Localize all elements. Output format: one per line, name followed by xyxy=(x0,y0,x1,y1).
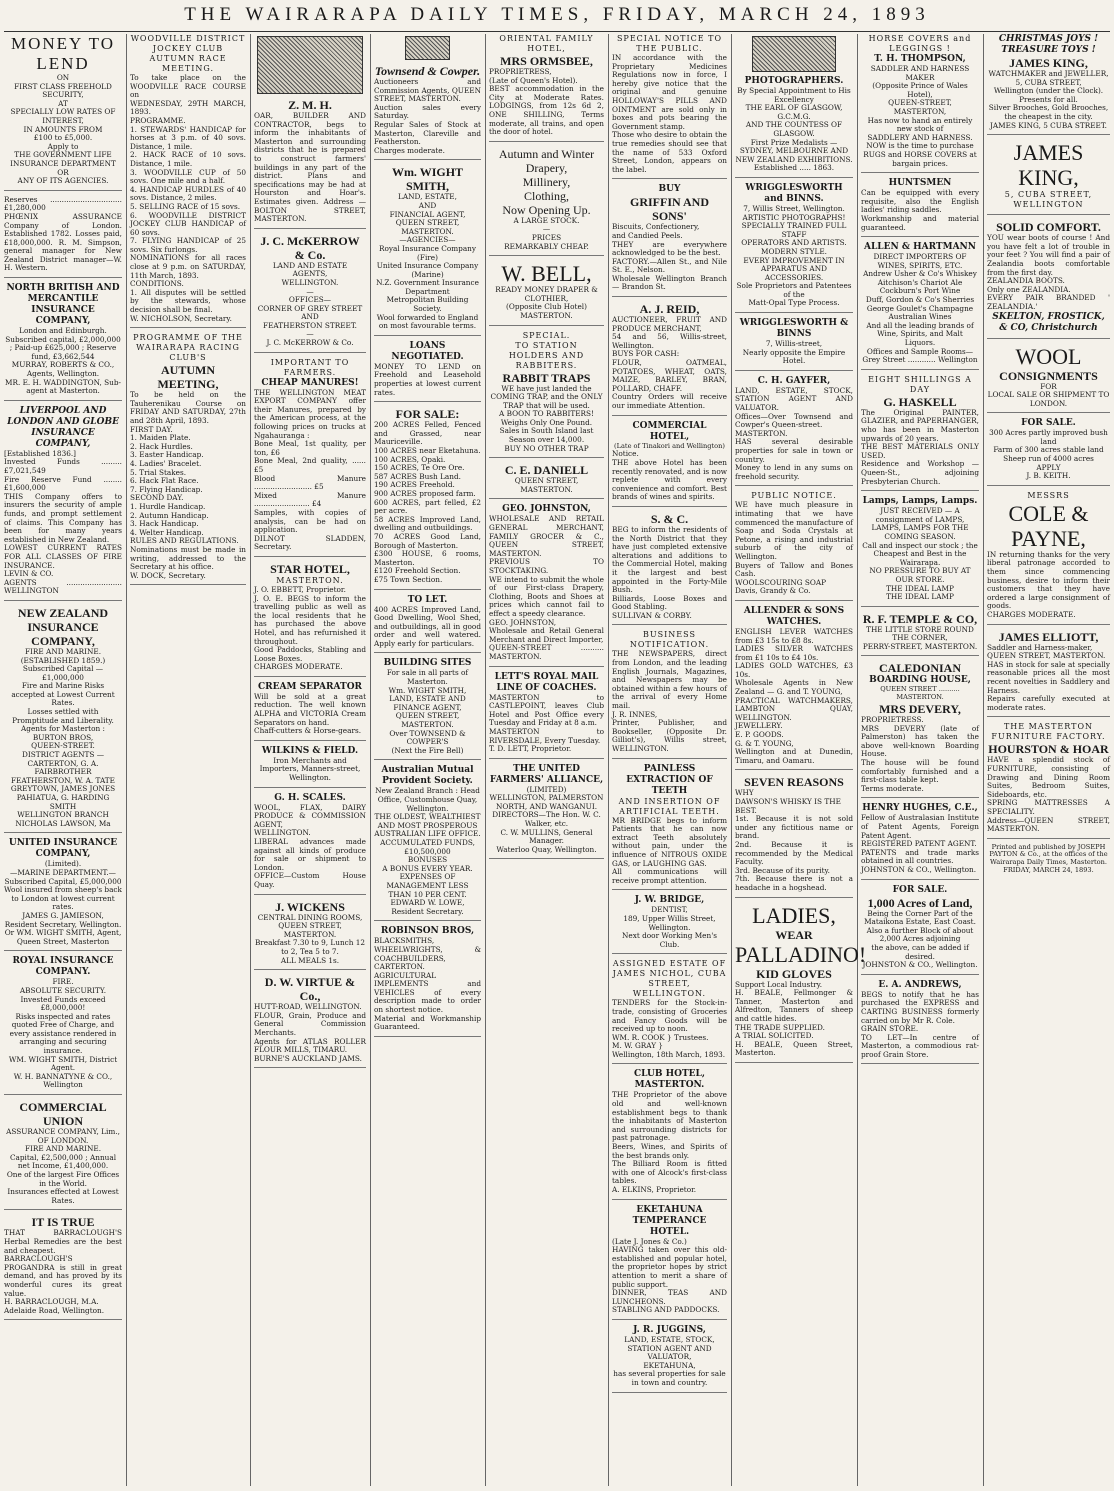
temperance-hotel-ad xyxy=(612,1205,727,1320)
daniell-title: C. E. DANIELL xyxy=(504,463,589,478)
temp-title: EKETAHUNA TEMPERANCE HOTEL. xyxy=(632,1204,707,1237)
jc-subtitle: AUTUMN RACE MEETING. xyxy=(149,54,227,73)
column-rule xyxy=(608,34,609,1486)
land-for-sale-ad xyxy=(861,885,979,975)
rabbit-body: WE have just landed the COMING TRAP, and the ONLY TRAP that will be used. A BOON TO RABBITERS! Weighs Only One Pound. Sales in South Island last Season over 14,000. BUY NO OTHER TRAP xyxy=(490,383,603,453)
liverpool-body: [Established 1836.] Invested Funds ......... £7,021,549 Fire Reserve Fund ........ £1,600,000 THIS Company offers to insurers the security of ample funds, and prompt settlement of claims. This Company has been for many years established in New Zealand. LOWEST CURRENT RATES FOR ALL CLASSES OF FIRE INSURANCE. LEVIN & CO. AGENTS ........................ WELLINGTON xyxy=(4,448,122,596)
column-3 xyxy=(254,34,366,1486)
thompson-title: T. H. THOMPSON, xyxy=(874,54,966,64)
imprint-text: Printed and published by JOSEPH PAYTON & Co., at the offices of the Wairarapa Daily Times, Masterton. FRIDAY, MARCH 24, 1893. xyxy=(989,842,1108,875)
andrews-ad xyxy=(861,980,979,1065)
covers-title: HORSE COVERS and LEGGINGS ! xyxy=(868,34,972,53)
liverpool-ad xyxy=(4,406,122,601)
allen-hartmann-ad xyxy=(861,242,979,370)
it-is-true-ad xyxy=(4,1215,122,1320)
nb-body: London and Edinburgh. Subscribed capital, £2,000,000 ; Paid-up £625,000 ; Reserve fund, £3,662,544 MURRAY, ROBERTS & CO., Agents, Wellington. MR. E. H. WADDINGTON, Sub-agent at Masterton. xyxy=(4,326,122,396)
rabbit-title: RABBIT TRAPS xyxy=(502,370,591,385)
scales-ad xyxy=(254,793,366,895)
ladies-palladino: PALLADINO! xyxy=(735,941,867,967)
column-rule xyxy=(485,34,486,1486)
robinson-title: ROBINSON BROS, xyxy=(380,926,475,937)
wickens-ad xyxy=(254,900,366,971)
mckerrow-title: J. C. McKERROW & Co. xyxy=(260,233,360,262)
liverpool-title: LIVERPOOL AND LONDON AND GLOBE INSURANCE COMPANY, xyxy=(7,405,119,449)
sale-body: Being the Corner Part of the Mataikona Estate, East Coast. Also a further Block of about 2,000 Acres adjoining the above, can be added if desired. JOHNSTON & CO., Wellington. xyxy=(862,908,978,970)
business-notification-ad xyxy=(612,630,727,758)
james-king-ad xyxy=(987,34,1110,135)
autumn-body: A LARGE STOCK. — PRICES REMARKABLY CHEAP. xyxy=(504,215,589,251)
bell-title: W. BELL, xyxy=(501,261,592,287)
sale-heading: 1,000 Acres of Land, xyxy=(867,895,973,910)
photographers-ad xyxy=(735,36,853,178)
manures-heading: CHEAP MANURES! xyxy=(261,377,359,388)
virtue-title: D. W. VIRTUE & Co., xyxy=(264,975,356,1004)
cole-payne-ad xyxy=(987,491,1110,625)
autumn-lines: Drapery, Millinery, Clothing, Now Opening Up. xyxy=(502,160,591,217)
farmers-title: THE UNITED FARMERS' ALLIANCE, xyxy=(489,763,604,785)
money-to-lend-ad xyxy=(4,34,122,191)
special-label: SPECIAL. xyxy=(522,330,571,340)
wrigglesworth-address-ad xyxy=(735,318,853,371)
juggins-body: LAND, ESTATE, STOCK, STATION AGENT AND VALUATOR, EKETAHUNA, has several properties for sale in town and country. xyxy=(613,1334,726,1387)
virtue-body: HUTT-ROAD, WELLINGTON. FLOUR, Grain, Produce and General Commission Merchants. Agents for ATLAS ROLLER FLOUR MILLS, TIMARU. BURNE'S AUCKLAND JAMS. xyxy=(254,1002,366,1063)
oriental-hotel-ad xyxy=(489,34,604,142)
bell-draper-ad xyxy=(489,261,604,325)
hunt-body: Can be equipped with every requisite, also the English ladies' riding saddles. Workmanship and material guaranteed. xyxy=(861,188,979,232)
hh-body: HAVE a splendid stock of FURNITURE, consisting of Drawing and Dining Room Suites, Bedroom Suites, Sideboards, etc. SPRING MATTRESSES A SPECIALITY. Address—QUEEN STREET, MASTERTON. xyxy=(987,755,1110,834)
andrews-title: E. A. ANDREWS, xyxy=(878,979,962,990)
forsale-items: 200 ACRES Felled, Fenced and Grassed, near Mauriceville. 100 ACRES near Eketahuna. 100 ACRES, Opaki. 150 ACRES, Te Ore Ore. 587 ACRES Bush Land. 190 ACRES Freehold. 900 ACRES proposed farm. 600 ACRES, part felled, £2 per acre. 58 ACRES Improved Land, dwelling and outbuildings. 70 ACRES Good Land, Borough of Masterton. £300 HOUSE, 6 rooms, Masterton. £120 Freehold Section. £75 Town Section. xyxy=(374,420,481,584)
mckerrow-ad xyxy=(254,234,366,353)
bridge-title: J. W. BRIDGE, xyxy=(634,895,705,906)
column-6 xyxy=(612,34,727,1486)
true-title: IT IS TRUE xyxy=(31,1215,95,1230)
business-body: THE NEWSPAPERS, direct from London, and the leading English Journals, Magazines, and Newspapers may be obtained within a few hours of the arrival of every Home mail. J. R. INNES, Printer, Publisher, and Bookseller, (Opposite Dr. Gilliot's), Willis street, WELLINGTON. xyxy=(612,649,727,754)
north-british-ad xyxy=(4,283,122,401)
forsale-title: FOR SALE: xyxy=(395,407,460,422)
manures-title: IMPORTANT TO FARMERS. xyxy=(270,357,350,377)
public-notice-ad xyxy=(735,491,853,601)
johnston-body: WHOLESALE AND RETAIL GENERAL MERCHANT, FAMILY GROCER & C., QUEEN STREET, MASTERTON. PREVIOUS TO STOCKTAKING. WE intend to submit the whole of our First-class Drapery, Clothing, Boots and Shoes at prices which cannot fail to effect a speedy clearance. GEO. JOHNSTON, Wholesale and Retail General Merchant and Direct Importer, QUEEN-STREET .......... MASTERTON. xyxy=(489,514,604,661)
xmas-title: CHRISTMAS JOYS ! TREASURE TOYS ! xyxy=(998,34,1099,55)
masthead-rule xyxy=(4,31,1110,32)
zmh-title: Z. M. H. xyxy=(288,98,332,112)
lamps-title: Lamps, Lamps, Lamps. xyxy=(862,496,978,507)
farmers-body: (LIMITED) WELLINGTON, PALMERSTON NORTH, AND WANGANUI. DIRECTORS—The Hon. W. C. Walker, etc. C. W. MULLINS, General Manager. Waterloo Quay, Wellington. xyxy=(489,784,604,854)
comfort-body: YOU wear boots of course ! And you have felt a lot of trouble in your feet ? You will find a pair of Zealandia boots comfortable from the first day. ZEALANDIA BOOTS. Only one ZEALANDIA. EVERY PAIR BRANDED ' ZEALANDIA.' xyxy=(987,233,1110,311)
for-sale-ad xyxy=(374,407,481,589)
cal-subtitle: BOARDING HOUSE, xyxy=(869,675,971,686)
andrews-body: BEGS to notify that he has purchased the EXPRESS and CARTING BUSINESS formerly carried on by Mr R. Cole. GRAIN STORE. TO LET—In centre of Masterton, a commodious rat-proof Grain Store. xyxy=(861,989,979,1059)
notice-title: SPECIAL NOTICE TO THE PUBLIC. xyxy=(616,34,723,53)
gayfer-body: LAND, ESTATE, STOCK, STATION AGENT AND VALUATOR. Offices—Over Townsend and Cowper's Queen-street. MASTERTON. HAS several desirable properties for sale in town or country. Money to lend in any sums on freehold security. xyxy=(735,385,853,481)
reserves-line: Reserves ............................... £1,280,000 xyxy=(4,194,122,213)
column-2 xyxy=(130,34,246,1486)
wairarapa-racing-ad xyxy=(130,333,246,585)
sites-body: For sale in all parts of Masterton. Wm. WIGHT SMITH, LAND, ESTATE AND FINANCE AGENT, QUEEN STREET, MASTERTON. Over TOWNSEND & COWPER'S (Next the Fire Bell) xyxy=(386,668,469,755)
temple-body: THE LITTLE STORE ROUND THE CORNER, PERRY-STREET, MASTERTON. xyxy=(862,624,978,651)
painless-extraction-ad xyxy=(612,764,727,891)
wickens-title: J. WICKENS xyxy=(275,899,345,914)
king-title: JAMES KING, xyxy=(1009,56,1088,70)
gayfer-title: C. H. GAYFER, xyxy=(757,375,831,386)
temple-title: R. F. TEMPLE & CO, xyxy=(862,611,978,626)
phoenix-ad xyxy=(4,196,122,278)
hotel-subtitle: (Late of Tinakori and Wellington) xyxy=(614,441,725,450)
masthead-title: THE WAIRARAPA DAILY TIMES, FRIDAY, MARCH 24, 1893 xyxy=(184,4,930,25)
column-rule xyxy=(983,34,984,1486)
cu-body: ASSURANCE COMPANY, Lim., OF LONDON. FIRE AND MARINE. Capital, £2,500,000 ; Annual net Income, £1,400,000. One of the largest Fire Offices in the World. Insurances effected at Lowest Rates. xyxy=(6,1127,120,1205)
notice-body: IN accordance with the Proprietary Medicines Regulations now in force, I hereby give notice that the original and genuine HOLLOWAY'S PILLS AND OINTMENT are sold only in boxes and pots bearing the Government stamp. Those who desire to obtain the true remedies should see that the name of 533 Oxford Street, London, appears on the label. xyxy=(612,53,727,174)
johnston-title: GEO. JOHNSTON, xyxy=(502,504,591,515)
rabbit-traps-ad xyxy=(489,331,604,459)
virtue-ad xyxy=(254,975,366,1068)
autumn-drapery-ad xyxy=(489,147,604,256)
cole-title-2: PAYNE, xyxy=(1011,525,1086,551)
true-body: THAT BARRACLOUGH'S Herbal Remedies are the best and cheapest. BARRACLOUGH'S PROGANDRA is still in great demand, and has proved by its wonderful cures its great value. H. BARRACLOUGH, M.A. Adelaide Road, Wellington. xyxy=(4,1228,122,1315)
thompson-body: SADDLER AND HARNESS MAKER (Opposite Prince of Wales Hotel), QUEEN-STREET, MASTERTON, Has now to hand an entirely new stock of SADDLERY AND HARNESS. NOW is the time to purchase RUGS and HORSE COVERS at bargain prices. xyxy=(863,64,977,168)
nz-insurance-ad xyxy=(4,606,122,833)
wight-smith-ad xyxy=(374,165,481,336)
griffin-biscuits-ad xyxy=(612,184,727,297)
tolet-body: 400 ACRES Improved Land, Good Dwelling, Wool Shed, and outbuildings, all in good order and well watered. Apply early for particulars. xyxy=(374,604,481,648)
star-title: STAR HOTEL, xyxy=(270,561,350,576)
rabbit-intro: TO STATION HOLDERS AND RABBITERS. xyxy=(508,340,585,370)
column-7 xyxy=(735,34,867,1486)
photo-body: By Special Appointment to His Excellency THE EARL OF GLASGOW, G.C.M.G. AND THE COUNTESS OF GLASGOW. First Prize Medalists — SYDNEY, MELBOURNE AND NEW ZEALAND EXHIBITIONS. Established ..... 1863. xyxy=(735,86,853,173)
jc-title: WOODVILLE DISTRICT JOCKEY CLUB xyxy=(130,34,246,53)
hughes-body: Fellow of Australasian Institute of Patent Agents, Foreign Patent Agent. REGISTERED PATENT AGENT. PATENTS and trade marks obtained in all countries. JOHNSTON & CO., Wellington. xyxy=(861,813,979,874)
amp-society-ad xyxy=(374,765,481,921)
nz-body: FIRE AND MARINE. (ESTABLISHED 1859.) Subscribed Capital — £1,000,000 Fire and Marine Risks accepted at Lowest Current Rates. Losses settled with Promptitude and Liberality. Agents for Masterton : BURTON BROS, QUEEN-STREET. DISTRICT AGENTS — CARTERTON, G. A. FAIRBROTHER FEATHERSTON, W. A. TATE GREYTOWN, JAMES JONES PAHIATUA, G. HARDING SMITH WELLINGTON BRANCH NICHOLAS LAWSON, Ma xyxy=(10,646,116,828)
dawsons-whisky-ad xyxy=(735,775,853,897)
ww-title: WRIGGLESWORTH and BINNS. xyxy=(745,182,843,204)
club-title: CLUB HOTEL, MASTERTON. xyxy=(634,1069,705,1091)
royal-body: FIRE. ABSOLUTE SECURITY. Invested Funds exceed £8,000,000! Risks inspected and rates quoted Free of Charge, and every assistance rendered in arranging and securing insurance. WM. WIGHT SMITH, District Agent. W. H. BANNATYNE & CO., Wellington xyxy=(8,977,118,1090)
lett-coaches-ad xyxy=(489,672,604,759)
cream-separator-ad xyxy=(254,682,366,741)
zm-hoar-ad xyxy=(254,36,366,229)
cole-intro: MESSRS xyxy=(1027,490,1070,500)
hh-title: HOURSTON & HOAR xyxy=(988,742,1109,757)
money-body: ON FIRST CLASS FREEHOLD SECURITY, AT SPECIALLY LOW RATES OF INTEREST, IN AMOUNTS FROM £100 to £5,000. Apply to THE GOVERNMENT LIFE INSURANCE DEPARTMENT OR ANY OF ITS AGENCIES. xyxy=(10,73,116,186)
hotel-title: COMMERCIAL HOTEL, xyxy=(632,420,707,442)
ww2-body: 7, Willis-street, Nearly opposite the Empire Hotel. xyxy=(742,339,846,366)
ladies-wear: WEAR xyxy=(775,927,813,942)
bridge-dentist-ad xyxy=(612,895,727,954)
dental-body: MR BRIDGE begs to inform Patients that he can now extract Teeth absolutely without pain, under the influence of NITROUS OXIDE GAS, or LAUGHING GAS. All communications will receive prompt attention. xyxy=(612,815,727,885)
royal-crest-illustration xyxy=(752,36,837,72)
scales-title: G. H. SCALES. xyxy=(274,792,346,803)
column-9 xyxy=(987,34,1110,1486)
reid-body: AUCTIONEER, FRUIT AND PRODUCE MERCHANT, 54 and 56, Willis-street, Wellington. BUYS FOR CASH: FLOUR, OATMEAL, POTATOES, WHEAT, OATS, MAIZE, BARLEY, BRAN, POLLARD, CHAFF. Country Orders will receive our immediate Attention. xyxy=(612,315,727,410)
club-body: THE Proprietor of the above old and well-known establishment begs to thank the inhabitants of Masterton and surrounding districts for past patronage. Beers, Wines, and Spirits of the best brands only. The Billiard Room is fitted with one of Alcock's first-class tables. A. ELKINS, Proprietor. xyxy=(612,1090,727,1195)
wool-subtitle: CONSIGNMENTS xyxy=(999,368,1098,383)
lamps-body: JUST RECEIVED — A consignment of LAMPS, LAMPS, LAMPS FOR THE COMING SEASON. Call and inspect our stock ; the Cheapest and Best in the Wairarapa. NO PRESSURE TO BUY AT OUR STORE. THE IDEAL LAMP THE IDEAL LAMP xyxy=(862,506,978,602)
juggins-ad xyxy=(612,1325,727,1393)
hotel-body: Notice. THE above Hotel has been recently renovated, and is now replete with every convenience and comfort. Best brands of wines and spirits. xyxy=(612,449,727,502)
lett-body: MASTERTON to CASTLEPOINT, leaves Club Hotel and Post Office every Tuesday and Friday at 8 a.m. MASTERTON to RIVERSDALE, Every Tuesday. T. D. LETT, Proprietor. xyxy=(489,692,604,754)
wws-title: Wm. WIGHT SMITH, xyxy=(391,165,464,194)
johnston-ad xyxy=(489,504,604,666)
amp-body: New Zealand Branch : Head Office, Customhouse Quay, Wellington. THE OLDEST, WEALTHIEST AND MOST PROSPEROUS AUSTRALIAN LIFE OFFICE. ACCUMULATED FUNDS, £10,500,000 BONUSES A BONUS EVERY YEAR. EXPENSES OF MANAGEMENT LESS THAN 10 PER CENT. EDWARD W. LOWE, Resident Secretary. xyxy=(374,786,481,916)
biscuit-title: GRIFFIN AND SONS' xyxy=(629,195,709,224)
ladies-title: LADIES, xyxy=(752,902,836,928)
wool-title: WOOL xyxy=(1015,343,1082,369)
seven-title: SEVEN REASONS xyxy=(744,775,844,790)
wickens-body: CENTRAL DINING ROOMS, QUEEN STREET, MASTERTON. Breakfast 7.30 to 9, Lunch 12 to 2, Tea 5 to 7. ALL MEALS 1s. xyxy=(254,912,366,965)
loans-ad xyxy=(374,341,481,402)
sale-title: FOR SALE. xyxy=(892,884,948,895)
column-rule xyxy=(126,34,127,1486)
royal-insurance-ad xyxy=(4,956,122,1095)
hunt-title: HUNTSMEN xyxy=(888,178,952,189)
allen-title: ALLEN & HARTMANN xyxy=(863,242,977,253)
cowper-body: Auctioneers and Commission Agents, QUEEN STREET, MASTERTON. Auction sales every Saturday. Regular Sales of Stock at Masterton, Clareville and Featherston. Charges moderate. xyxy=(374,77,481,155)
dental-subtitle: AND INSERTION OF ARTIFICIAL TEETH. xyxy=(618,796,721,816)
land-title: FOR SALE. xyxy=(1021,418,1076,429)
haskell-intro: EIGHT SHILLINGS A DAY xyxy=(868,374,972,394)
cal-title: CALEDONIAN xyxy=(878,661,961,676)
daniell-body: QUEEN STREET, MASTERTON. xyxy=(514,476,579,494)
caution-body: WE have much pleasure in intimating that we have commenced the manufacture of Soap and Soda Crystals at Petone, a rising and industrial suburb of the city of Wellington. Buyers of Tallow and Bones Cash. WOOLSCOURING SOAP Davis, Grandy & Co. xyxy=(735,500,853,596)
ww2-title: WRIGGLESWORTH & BINNS xyxy=(739,318,849,340)
building-sites-ad xyxy=(374,658,481,760)
reid-title: A. J. REID, xyxy=(639,302,700,317)
loans-title: LOANS NEGOTIATED. xyxy=(391,340,464,362)
column-rule xyxy=(370,34,371,1486)
elliott-body: Saddler and Harness-maker, QUEEN STREET, MASTERTON. HAS in stock for sale at specially reasonable prices all the most recent novelties in Saddlery and Harness. Repairs carefully executed at moderate rates. xyxy=(987,642,1110,712)
scales-body: WOOL, FLAX, DAIRY PRODUCE & COMMISSION AGENT, WELLINGTON. LIBERAL advances made against all kinds of produce for sale or shipment to London. OFFICE—Custom House Quay. xyxy=(254,802,366,889)
young-body: ENGLISH LEVER WATCHES from £3 15s to £8 8s. LADIES SILVER WATCHES from £1 10s to £4 10s. LADIES GOLD WATCHES, £3 10s. Wholesale Agents in New Zealand — G. and T. YOUNG, PRACTICAL WATCHMAKERS, LAMBTON QUAY, WELLINGTON. JEWELLERY. E. P. GOODS. G. & T. YOUNG, Wellington and at Dunedin, Timaru, and Oamaru. xyxy=(735,626,853,765)
nz-title: NEW ZEALAND INSURANCE COMPANY, xyxy=(17,605,109,648)
money-title: MONEY TO LEND xyxy=(11,34,115,73)
comfort-title: SOLID COMFORT. xyxy=(996,220,1101,235)
sites-title: BUILDING SITES xyxy=(383,658,472,669)
gayfer-ad xyxy=(735,376,853,487)
ww-body: 7, Willis Street, Wellington. ARTISTIC PHOTOGRAPHS! SPECIALLY TRAINED FULL STAFF OPERATORS AND ARTISTS. MODERN STYLE. EVERY IMPROVEMENT IN APPARATUS AND ACCESSORIES. Sole Proprietors and Patentees of the Matt-Opal Type Process. xyxy=(736,203,852,308)
nb-title: NORTH BRITISH AND MERCANTILE INSURANCE COMPANY, xyxy=(6,283,120,327)
ormsbee-name: MRS ORMSBEE, xyxy=(500,54,593,68)
wws-body: LAND, ESTATE, AND FINANCIAL AGENT, QUEEN STREET, MASTERTON. —AGENCIES— Royal Insurance Company (Fire) United Insurance Company (Marine) N.Z. Government Insurance Department Metropolitan Building Society. Wool forwarded to England on most favourable terms. xyxy=(376,192,479,331)
lamps-ad xyxy=(861,496,979,607)
lett-title: LETT'S ROYAL MAIL LINE OF COACHES. xyxy=(494,671,599,693)
business-title: BUSINESS NOTIFICATION. xyxy=(629,630,710,650)
special-notice-ad xyxy=(612,34,727,179)
manures-body: THE WELLINGTON MEAT EXPORT COMPANY offer their Manures, prepared by the American process, at the following prices on trucks at Ngahauranga : Bone Meal, 1st quality, per ton, £6 Bone Meal, 2nd quality, ...... £5 Blood Manure ......................... £5 Mixed Manure ........................ £4 Samples, with copies of analysis, can be had on application. DILNOT SLADDEN, Secretary. xyxy=(254,387,366,552)
woodville-jockey-club-ad xyxy=(130,34,246,328)
hourston-hoar-ad xyxy=(987,722,1110,838)
cal-place: QUEEN STREET .......... MASTERTON. xyxy=(880,685,960,702)
townsend-cowper-ad xyxy=(374,36,481,160)
wrc-heading: AUTUMN MEETING, xyxy=(157,363,219,392)
bridge-body: DENTIST, 189, Upper Willis Street, Wellington. Next door Working Men's Club. xyxy=(622,905,717,949)
james-king-banner xyxy=(987,140,1110,215)
juggins-title: J. R. JUGGINS, xyxy=(633,1324,706,1335)
young-title: ALLENDER & SONS WATCHES. xyxy=(743,605,845,627)
cole-title: COLE & xyxy=(1008,500,1089,526)
caution-title: PUBLIC NOTICE. xyxy=(751,491,837,501)
commercial-hotel-ad xyxy=(612,421,727,507)
robinson-body: BLACKSMITHS, WHEELWRIGHTS, & COACHBUILDERS, CARTERTON. AGRICULTURAL IMPLEMENTS and VEHICLES of every description made to order on shortest notice. Material and Workmanship Guaranteed. xyxy=(374,936,481,1032)
cowper-title: Townsend & Cowper. xyxy=(374,64,481,78)
tolet-title: TO LET. xyxy=(407,594,448,605)
seven-body: WHY DAWSON'S WHISKY IS THE BEST. 1st. Because it is not sold under any fictitious name or brand. 2nd. Because it is recommended by the Medical Faculty. 3rd. Because of its purity. 7th. Because there is not a headache in a hogshead. xyxy=(735,788,853,892)
cream-title: CREAM SEPARATOR xyxy=(257,681,363,692)
royal-title: ROYAL INSURANCE COMPANY. xyxy=(12,956,114,978)
hughes-title: HENRY HUGHES, C.E., xyxy=(862,803,978,814)
wilkins-title: WILKINS & FIELD. xyxy=(261,745,359,756)
imprint xyxy=(987,844,1110,879)
united-insurance-ad xyxy=(4,838,122,951)
daniell-ad xyxy=(489,463,604,499)
elliott-saddler-ad xyxy=(987,630,1110,718)
king2-subtitle: 5, CUBA STREET, WELLINGTON xyxy=(1004,190,1093,210)
haskell-title: G. HASKELL xyxy=(883,394,957,409)
united-body: (Limited). —MARINE DEPARTMENT.— Subscribed Capital, £5,000,000 Wool insured from sheep's back to London at lowest current rates. JAMES G. JAMIESON, Resident Secretary, Wellington. Or WM. WIGHT SMITH, Agent, Queen Street, Masterton xyxy=(4,859,122,946)
column-rule xyxy=(250,34,251,1486)
hughes-patent-ad xyxy=(861,803,979,879)
saddle-illustration xyxy=(405,36,450,60)
devery-title: MRS DEVERY, xyxy=(879,702,961,717)
star-hotel-ad xyxy=(254,562,366,677)
wrc-body: To be held on the Tauherenikau Course on FRIDAY AND SATURDAY, 27th and 28th April, 1893. FIRST DAY. 1. Maiden Plate. 2. Hack Hurdles. 3. Easter Handicap. 4. Ladies' Bracelet. 5. Trial Stakes. 6. Hack Flat Race. 7. Flying Handicap. SECOND DAY. 1. Hurdle Handicap. 2. Autumn Handicap. 3. Hack Handicap. 4. Welter Handicap. RULES AND REGULATIONS. Nominations must be made in writing, addressed to the Secretary at his office. W. DOCK, Secretary. xyxy=(130,390,246,580)
column-1 xyxy=(4,34,122,1486)
robinson-bros-ad xyxy=(374,926,481,1037)
autumn-title: Autumn and Winter xyxy=(498,146,595,161)
biscuit-intro: BUY xyxy=(658,184,681,195)
allen-body: DIRECT IMPORTERS OF WINES, SPIRITS, ETC. Andrew Usher & Co's Whiskey Aitchison's Chariot Ale Cockburn's Port Wine Duff, Gordon & Co's Sherries George Goulet's Champagne Australian Wines And all the leading brands of Wine, Spirits, and Malt Liquors. Offices and Sample Rooms— Grey Street ............ Wellington xyxy=(862,252,978,365)
king-body: WATCHMAKER and JEWELLER, 5, CUBA STREET, Wellington (under the Clock). Presents for all. Silver Brooches, Gold Brooches, the cheapest in the city. JAMES KING, 5 CUBA STREET. xyxy=(988,69,1109,130)
nichol-title: ASSIGNED ESTATE OF JAMES NICHOL, CUBA STREET, WELLINGTON. xyxy=(612,959,727,999)
column-8 xyxy=(861,34,979,1486)
land-body: 300 Acres partly improved bush land Farm of 300 acres stable land Sheep run of 4000 acres APPLY J. B. KEITH. xyxy=(989,428,1108,481)
cole-body: IN returning thanks for the very liberal patronage accorded to them since commencing business, desire to inform their customers that they have ordered a large consignment of goods. CHARGES MODERATE. xyxy=(987,549,1110,619)
star-place: MASTERTON. xyxy=(276,575,344,585)
photo-title: PHOTOGRAPHERS. xyxy=(744,76,844,86)
ormsbee-title: ORIENTAL FAMILY HOTEL, xyxy=(499,34,594,53)
zealandia-boots-ad xyxy=(987,220,1110,338)
loans-body: MONEY TO LEND on Freehold and Leasehold properties at lowest current rates. xyxy=(374,361,481,397)
reid-ad xyxy=(612,302,727,416)
haskell-body: The Original PAINTER, GLAZIER, and PAPERHANGER, who has been in Masterton upwards of 20 years. THE BEST MATERIALS ONLY USED. Residence and Workshop — Queen-St., adjoining Presbyterian Church. xyxy=(861,407,979,486)
wilkins-field-ad xyxy=(254,746,366,788)
ormsbee-body: PROPRIETRESS, (Late of Queen's Hotel). BEST accommodation in the City at Moderate Rates. LODGINGS, from 12s 6d 2, ONE SHILLING, Terms moderate, all trains, and open the door of hotel. xyxy=(489,67,604,137)
jc-body: To take place on the WOODVILLE RACE COURSE on WEDNESDAY, 29TH MARCH, 1893. PROGRAMME. 1. STEWARDS' HANDICAP for horses at 3 p.m. of 40 sovs. Distance, 1 mile. 2. HACK RACE of 10 sovs. Distance, 1 mile. 3. WOODVILLE CUP of 50 sovs. One mile and a half. 4. HANDICAP HURDLES of 40 sovs. Distance, 2 miles. 5. SELLING RACE of 15 sovs. 6. WOODVILLE DISTRICT JOCKEY CLUB HANDICAP of 60 sovs. 7. FLYING HANDICAP of 25 sovs. Six furlongs. NOMINATIONS for all races close at 9 p.m. on SATURDAY, 11th March, 1893. CONDITIONS. 1. All disputes will be settled by the stewards, whose decision shall be final. W. NICHOLSON, Secretary. xyxy=(130,73,246,323)
zmh-body: OAR, BUILDER AND CONTRACTOR, begs to inform the inhabitants of Masterton and surrounding districts that he is prepared to construct farmers' buildings in any part of the district. Plans and specifications may be had at Hourston and Hoar's. Estimates given. Address — BOLTON STREET, MASTERTON. xyxy=(254,111,366,224)
nichol-body: TENDERS for the Stock-in-trade, consisting of Groceries and Fancy Goods will be received up to noon. WM. R. COOK } Trustees. M. W. GRAY } Wellington, 18th March, 1893. xyxy=(612,998,727,1059)
commercial-union-ad xyxy=(4,1100,122,1210)
temple-store-ad xyxy=(861,612,979,657)
wrigglesworth-ad xyxy=(735,183,853,313)
elliott-title: JAMES ELLIOTT, xyxy=(998,629,1099,644)
skelton-title: SKELTON, FROSTICK, & CO, Christchurch xyxy=(992,311,1105,333)
caledonian-boarding-ad xyxy=(861,661,979,798)
phoenix-text: PHŒNIX ASSURANCE Company of London. Established 1782. Losses paid, £18,000,000. R. M. Simpson, general manager for New Zealand District manager—W. H. Western. xyxy=(4,211,122,273)
biscuit-body: Biscuits, Confectionery, and Candied Peels. THEY are everywhere acknowledged to be the best. FACTORY.—Allen St., and Nile St. E., Nelson. Wholesale Wellington Branch — Brandon St. xyxy=(612,222,727,292)
kid-title: KID GLOVES xyxy=(756,966,832,981)
united-farmers-ad xyxy=(489,764,604,860)
club-hotel-ad xyxy=(612,1069,727,1199)
haskell-painter-ad xyxy=(861,375,979,491)
sc-body: BEG to inform the residents of the North District that they have just completed extensive alterations and additions to the Commercial Hotel, making it the largest and best appointed in the Forty-Mile Bush. Billiards, Loose Boxes and Good Stabling. SULLIVAN & CORBY. xyxy=(612,524,727,620)
horse-carriage-illustration xyxy=(257,36,362,94)
column-rule xyxy=(857,34,858,1486)
furn-title: THE MASTERTON FURNITURE FACTORY. xyxy=(991,722,1106,742)
wool-body: FOR LOCAL SALE OR SHIPMENT TO LONDON. xyxy=(987,381,1110,408)
nichol-estate-ad xyxy=(612,959,727,1064)
amp-title: Australian Mutual Provident Society. xyxy=(381,765,474,787)
sullivan-corby-ad xyxy=(612,512,727,626)
cu-title: COMMERCIAL UNION xyxy=(19,1100,107,1129)
huntsmen-ad xyxy=(861,178,979,237)
column-4 xyxy=(374,34,481,1486)
column-rule xyxy=(731,34,732,1486)
mckerrow-body: LAND AND ESTATE AGENTS, WELLINGTON. — OFFICES— CORNER OF GREY STREET AND FEATHERSTON STREET. — J. C. McKERROW & Co. xyxy=(257,260,363,348)
dental-title: PAINLESS EXTRACTION OF TEETH xyxy=(626,763,713,796)
wilkins-body: Iron Merchants and Importers, Manners-street, Wellington. xyxy=(259,755,361,783)
manures-ad xyxy=(254,358,366,557)
young-watches-ad xyxy=(735,606,853,771)
thompson-saddler-ad xyxy=(861,34,979,173)
sc-title: S. & C. xyxy=(650,511,689,526)
keith-land-ad xyxy=(987,418,1110,486)
devery-body: PROPRIETRESS. MRS DEVERY (late of Palmerston) has taken the above well-known Boarding House. The house will be found comfortably furnished and a first-class table kept. Terms moderate. xyxy=(861,715,979,793)
cream-body: Will be sold at a great reduction. The well known ALPHA and VICTORIA Cream Separators on hand. Chaff-cutters & Horse-gears. xyxy=(254,691,366,736)
palladino-gloves-ad xyxy=(735,902,867,1063)
temp-body: (Late J. Jones & Co.) HAVING taken over this old-established and popular hotel, the proprietor hopes by strict attention to merit a share of public support. DINNER, TEAS AND LUNCHEONS. STABLING AND PADDOCKS. xyxy=(612,1236,727,1315)
column-5 xyxy=(489,34,604,1486)
star-body: J. O. EBBETT, Proprietor. J. O. E. BEGS to inform the travelling public as well as the local residents that he has purchased the above Hotel, and has refurnished it throughout. Good Paddocks, Stabling and Loose Boxes. CHARGES MODERATE. xyxy=(254,584,366,672)
wool-consignments-ad xyxy=(987,344,1110,414)
wrc-title: PROGRAMME OF THE WAIRARAPA RACING CLUB'S xyxy=(133,333,243,363)
united-title: UNITED INSURANCE COMPANY, xyxy=(8,838,118,860)
bell-body: READY MONEY DRAPER & CLOTHIER, (Opposite Club Hotel) MASTERTON. xyxy=(495,285,598,320)
kid-body: Support Local Industry. H. BEALE, Fellmonger & Tanner, Masterton and Alfredton, Tanners of sheep and cattle hides. THE TRADE SUPPLIED. A TRIAL SOLICITED. H. BEALE, Queen Street, Masterton. xyxy=(735,979,853,1058)
to-let-ad xyxy=(374,595,481,654)
king2-title: JAMES KING, xyxy=(1013,140,1084,191)
